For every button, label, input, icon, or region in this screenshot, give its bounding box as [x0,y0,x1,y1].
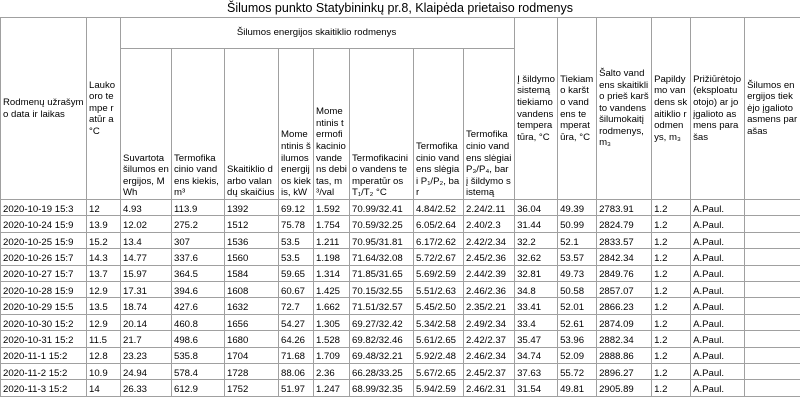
table-cell[interactable]: 49.73 [558,265,597,281]
table-cell[interactable]: 2866.23 [597,298,652,314]
column-header[interactable]: Termofikacinio vandens slėgiai P₁/P₂, bar [414,49,464,200]
table-cell[interactable]: 2849.76 [597,265,652,281]
column-header[interactable]: Lauko oro tempe ratūr a °C [87,18,121,200]
column-header[interactable]: Į šildymo sistemą tiekiamo vandens tempera tūra, °C [515,18,558,200]
column-header[interactable]: Tiekiamo karšto vandens temperatūra, °C [558,18,597,200]
table-cell[interactable] [745,232,800,248]
table-cell[interactable]: 5.69/2.59 [414,265,464,281]
table-cell[interactable]: A.Paul. [691,200,745,216]
table-cell[interactable]: A.Paul. [691,380,745,396]
table-cell[interactable]: 2.45/2.37 [464,363,515,379]
table-cell[interactable]: 13.4 [121,232,172,248]
table-cell[interactable]: 53.5 [279,232,314,248]
table-cell[interactable]: 70.15/32.55 [350,281,414,297]
table-cell[interactable]: 1608 [225,281,279,297]
table-cell[interactable]: 2020-10-26 15:7 [1,249,87,265]
table-cell[interactable]: 12.02 [121,216,172,232]
table-cell[interactable]: 12.8 [87,347,121,363]
table-cell[interactable]: 2020-10-24 15:9 [1,216,87,232]
table-row [1,314,800,330]
table-cell[interactable]: 2905.89 [597,380,652,396]
column-header[interactable]: Termofikacinio vandens temperatūr os T₁/T₂ °C [350,49,414,200]
table-cell[interactable]: 1512 [225,216,279,232]
table-cell[interactable]: 70.59/32.25 [350,216,414,232]
table-cell[interactable]: 1704 [225,347,279,363]
table-cell[interactable]: 2020-11-2 15:2 [1,363,87,379]
table-cell[interactable]: 70.99/32.41 [350,200,414,216]
table-cell[interactable]: 2020-10-30 15:2 [1,314,87,330]
table-cell[interactable]: 49.39 [558,200,597,216]
table-cell[interactable]: 6.05/2.64 [414,216,464,232]
table-cell[interactable]: 12.9 [87,314,121,330]
table-cell[interactable]: A.Paul. [691,363,745,379]
table-cell[interactable]: 24.94 [121,363,172,379]
table-cell[interactable]: 1536 [225,232,279,248]
table-row [1,265,800,281]
table-cell[interactable]: 1.2 [652,265,691,281]
table-cell[interactable]: 71.64/32.08 [350,249,414,265]
table-cell[interactable]: 17.31 [121,281,172,297]
table-cell[interactable] [745,249,800,265]
column-header[interactable]: Šilumos energijos tiekėjo įgalioto asmens parašas [745,18,800,200]
table-cell[interactable]: 5.94/2.59 [414,380,464,396]
table-cell[interactable]: 1656 [225,314,279,330]
table-cell[interactable]: A.Paul. [691,232,745,248]
table-cell[interactable]: 2.44/2.39 [464,265,515,281]
table-cell[interactable]: 2.46/2.31 [464,380,515,396]
table-cell[interactable]: 5.67/2.65 [414,363,464,379]
table-cell[interactable]: 23.23 [121,347,172,363]
table-cell[interactable]: 1584 [225,265,279,281]
table-cell[interactable]: 364.5 [172,265,225,281]
table-row [1,200,800,216]
table-cell[interactable]: 31.54 [515,380,558,396]
table-cell[interactable]: 1392 [225,200,279,216]
table-cell[interactable]: 52.1 [558,232,597,248]
table-cell[interactable]: 10.9 [87,363,121,379]
table-cell[interactable]: 13.7 [87,265,121,281]
table-cell[interactable]: 1.592 [314,200,350,216]
table-cell[interactable]: 52.61 [558,314,597,330]
table-cell[interactable]: 11.5 [87,331,121,347]
table-cell[interactable]: 1.2 [652,331,691,347]
table-cell[interactable] [745,200,800,216]
table-cell[interactable]: A.Paul. [691,314,745,330]
table-cell[interactable]: 1.305 [314,314,350,330]
table-cell[interactable]: 2020-11-3 15:2 [1,380,87,396]
table-cell[interactable]: 60.67 [279,281,314,297]
table-cell[interactable]: 498.6 [172,331,225,347]
column-header[interactable]: Termofika cinio vandens kiekis, m³ [172,49,225,200]
table-cell[interactable]: 1.2 [652,232,691,248]
table-cell[interactable] [745,265,800,281]
table-cell[interactable]: 13.9 [87,216,121,232]
table-cell[interactable]: 68.99/32.35 [350,380,414,396]
table-cell[interactable]: 2.49/2.34 [464,314,515,330]
table-cell[interactable]: 1728 [225,363,279,379]
table-cell[interactable]: 2783.91 [597,200,652,216]
table-cell[interactable]: 2.35/2.21 [464,298,515,314]
column-header[interactable]: Termofikacinio vandens slėgiai P₃/P₄, bar į šildymo sistemą [464,49,515,200]
table-cell[interactable]: 20.14 [121,314,172,330]
table-cell[interactable]: 275.2 [172,216,225,232]
table-cell[interactable] [745,347,800,363]
table-cell[interactable]: 2.46/2.34 [464,347,515,363]
table-row [1,298,800,314]
table-cell[interactable]: 1632 [225,298,279,314]
table-cell[interactable]: 2857.07 [597,281,652,297]
table-cell[interactable]: 53.57 [558,249,597,265]
table-cell[interactable]: 53.5 [279,249,314,265]
table-cell[interactable]: 1.2 [652,249,691,265]
table-cell[interactable] [745,298,800,314]
table-cell[interactable]: 59.65 [279,265,314,281]
table-cell[interactable]: 32.62 [515,249,558,265]
table-body [1,200,800,397]
table-cell[interactable]: 53.96 [558,331,597,347]
table-cell[interactable]: 535.8 [172,347,225,363]
table-cell[interactable]: 15.97 [121,265,172,281]
table-cell[interactable]: 2020-10-27 15:7 [1,265,87,281]
table-cell[interactable]: A.Paul. [691,249,745,265]
table-cell[interactable]: 52.01 [558,298,597,314]
table-cell[interactable]: 72.7 [279,298,314,314]
table-cell[interactable]: 37.63 [515,363,558,379]
table-cell[interactable]: 66.28/33.25 [350,363,414,379]
table-cell[interactable]: 394.6 [172,281,225,297]
table-cell[interactable]: 1.2 [652,216,691,232]
table-cell[interactable] [745,281,800,297]
column-header[interactable]: Papildymo vandens skaitiklio rodmenys, m₃ [652,18,691,200]
table-cell[interactable]: 2.24/2.11 [464,200,515,216]
table-cell[interactable]: 1.425 [314,281,350,297]
table-cell[interactable]: A.Paul. [691,298,745,314]
table-cell[interactable]: A.Paul. [691,216,745,232]
table-cell[interactable]: 1.528 [314,331,350,347]
table-cell[interactable]: 2.46/2.36 [464,281,515,297]
table-cell[interactable]: 35.47 [515,331,558,347]
table-cell[interactable]: 32.81 [515,265,558,281]
table-cell[interactable]: 2020-10-28 15:9 [1,281,87,297]
table-cell[interactable]: 2020-10-31 15:2 [1,331,87,347]
table-cell[interactable]: 1.2 [652,347,691,363]
table-cell[interactable]: 69.82/32.46 [350,331,414,347]
table-cell[interactable]: 5.92/2.48 [414,347,464,363]
table-cell[interactable]: 460.8 [172,314,225,330]
table-cell[interactable]: 1.2 [652,380,691,396]
table-cell[interactable]: 1.314 [314,265,350,281]
table-cell[interactable]: 21.7 [121,331,172,347]
column-header[interactable]: Skaitiklio darbo valandų skaičius [225,49,279,200]
table-cell[interactable]: 5.34/2.58 [414,314,464,330]
table-cell[interactable]: 1.198 [314,249,350,265]
table-cell[interactable]: 49.81 [558,380,597,396]
table-cell[interactable]: 12.9 [87,281,121,297]
table-cell[interactable]: 12 [87,200,121,216]
table-cell[interactable]: 88.06 [279,363,314,379]
table-cell[interactable]: 14 [87,380,121,396]
table-cell[interactable]: 5.61/2.65 [414,331,464,347]
table-cell[interactable]: 1.211 [314,232,350,248]
table-cell[interactable]: 1.662 [314,298,350,314]
table-cell[interactable]: 612.9 [172,380,225,396]
table-cell[interactable] [745,216,800,232]
table-cell[interactable]: 33.4 [515,314,558,330]
table-row [1,380,800,396]
table-cell[interactable]: 2824.79 [597,216,652,232]
table-cell[interactable]: 2.40/2.3 [464,216,515,232]
table-cell[interactable]: 6.17/2.62 [414,232,464,248]
table-cell[interactable]: 5.45/2.50 [414,298,464,314]
table-cell[interactable]: 2020-10-29 15:5 [1,298,87,314]
table-cell[interactable]: 578.4 [172,363,225,379]
table-cell[interactable]: 50.58 [558,281,597,297]
readings-table [0,17,800,397]
table-cell[interactable] [745,380,800,396]
table-cell[interactable]: 15.2 [87,232,121,248]
table-cell[interactable]: 13.5 [87,298,121,314]
table-cell[interactable]: 4.93 [121,200,172,216]
table-cell[interactable]: 54.27 [279,314,314,330]
table-cell[interactable]: 2874.09 [597,314,652,330]
table-cell[interactable]: 2882.34 [597,331,652,347]
table-cell[interactable] [745,314,800,330]
table-cell[interactable]: 14.3 [87,249,121,265]
table-cell[interactable]: 26.33 [121,380,172,396]
table-cell[interactable] [745,363,800,379]
column-header[interactable]: Momentinis šilumos energijos kiekis, kW [279,49,314,200]
table-cell[interactable]: 1.2 [652,298,691,314]
table-cell[interactable]: 337.6 [172,249,225,265]
column-header[interactable]: Šalto vandens skaitiklio prieš karšto vandens šilumokaitį rodmenys, m₃ [597,18,652,200]
table-cell[interactable]: 52.09 [558,347,597,363]
sheet-title: Šilumos punkto Statybininkų pr.8, Klaipėda prietaiso rodmenys [226,1,574,15]
table-cell[interactable]: 1.2 [652,314,691,330]
table-cell[interactable]: 2842.34 [597,249,652,265]
table-cell[interactable]: 51.97 [279,380,314,396]
table-cell[interactable]: 427.6 [172,298,225,314]
table-cell[interactable]: 307 [172,232,225,248]
table-cell[interactable]: 2888.86 [597,347,652,363]
table-cell[interactable]: 75.78 [279,216,314,232]
table-cell[interactable]: A.Paul. [691,281,745,297]
table-cell[interactable]: 1752 [225,380,279,396]
table-cell[interactable]: 5.72/2.67 [414,249,464,265]
table-row [1,232,800,248]
table-cell[interactable]: 34.74 [515,347,558,363]
table-cell[interactable]: 32.2 [515,232,558,248]
table-cell[interactable]: 71.85/31.65 [350,265,414,281]
table-cell[interactable]: 1.709 [314,347,350,363]
table-cell[interactable]: 2.42/2.34 [464,232,515,248]
table-cell[interactable]: 64.26 [279,331,314,347]
table-cell[interactable]: 33.41 [515,298,558,314]
table-cell[interactable]: 5.51/2.63 [414,281,464,297]
table-cell[interactable]: 1.2 [652,200,691,216]
table-row [1,249,800,265]
column-header[interactable]: Suvartota šilumos energijos, MWh [121,49,172,200]
table-cell[interactable]: 1560 [225,249,279,265]
table-row [1,281,800,297]
table-cell[interactable]: 18.74 [121,298,172,314]
table-cell[interactable]: 50.99 [558,216,597,232]
table-cell[interactable]: 1680 [225,331,279,347]
table-cell[interactable]: 71.68 [279,347,314,363]
table-row [1,216,800,232]
column-header[interactable]: Rodmenų užrašymo data ir laikas [1,18,87,200]
table-cell[interactable]: 1.754 [314,216,350,232]
table-cell[interactable]: 2.36 [314,363,350,379]
table-cell[interactable]: 1.2 [652,281,691,297]
table-cell[interactable]: 113.9 [172,200,225,216]
table-cell[interactable]: 34.8 [515,281,558,297]
table-cell[interactable]: 71.51/32.57 [350,298,414,314]
table-cell[interactable]: 4.84/2.52 [414,200,464,216]
table-cell[interactable]: 2.45/2.36 [464,249,515,265]
table-row [1,347,800,363]
column-header[interactable]: Momentinis termofikacinio vandens debitas, m³/val [314,49,350,200]
table-row [1,331,800,347]
header-band-row [1,18,800,49]
column-header[interactable]: Prižiūrėtojo (eksploatuotojo) ar jo įgalioto asmens parašas [691,18,745,200]
table-cell[interactable]: A.Paul. [691,265,745,281]
table-cell[interactable]: 1.247 [314,380,350,396]
table-cell[interactable]: 55.72 [558,363,597,379]
table-cell[interactable]: 69.27/32.42 [350,314,414,330]
table-cell[interactable]: 69.48/32.21 [350,347,414,363]
table-cell[interactable]: A.Paul. [691,331,745,347]
table-cell[interactable]: 1.2 [652,363,691,379]
table-cell[interactable]: 14.77 [121,249,172,265]
group-header-heat-meter: Šilumos energijos skaitiklio rodmenys [121,18,515,49]
table-cell[interactable]: 2020-10-19 15:3 [1,200,87,216]
table-cell[interactable]: 69.12 [279,200,314,216]
table-cell[interactable]: 2020-10-25 15:9 [1,232,87,248]
table-cell[interactable]: 31.44 [515,216,558,232]
table-row [1,363,800,379]
table-cell[interactable]: A.Paul. [691,347,745,363]
table-cell[interactable]: 2.42/2.37 [464,331,515,347]
table-cell[interactable]: 36.04 [515,200,558,216]
table-cell[interactable]: 2896.27 [597,363,652,379]
table-cell[interactable]: 2020-11-1 15:2 [1,347,87,363]
table-cell[interactable]: 70.95/31.81 [350,232,414,248]
table-cell[interactable] [745,331,800,347]
table-cell[interactable]: 2833.57 [597,232,652,248]
